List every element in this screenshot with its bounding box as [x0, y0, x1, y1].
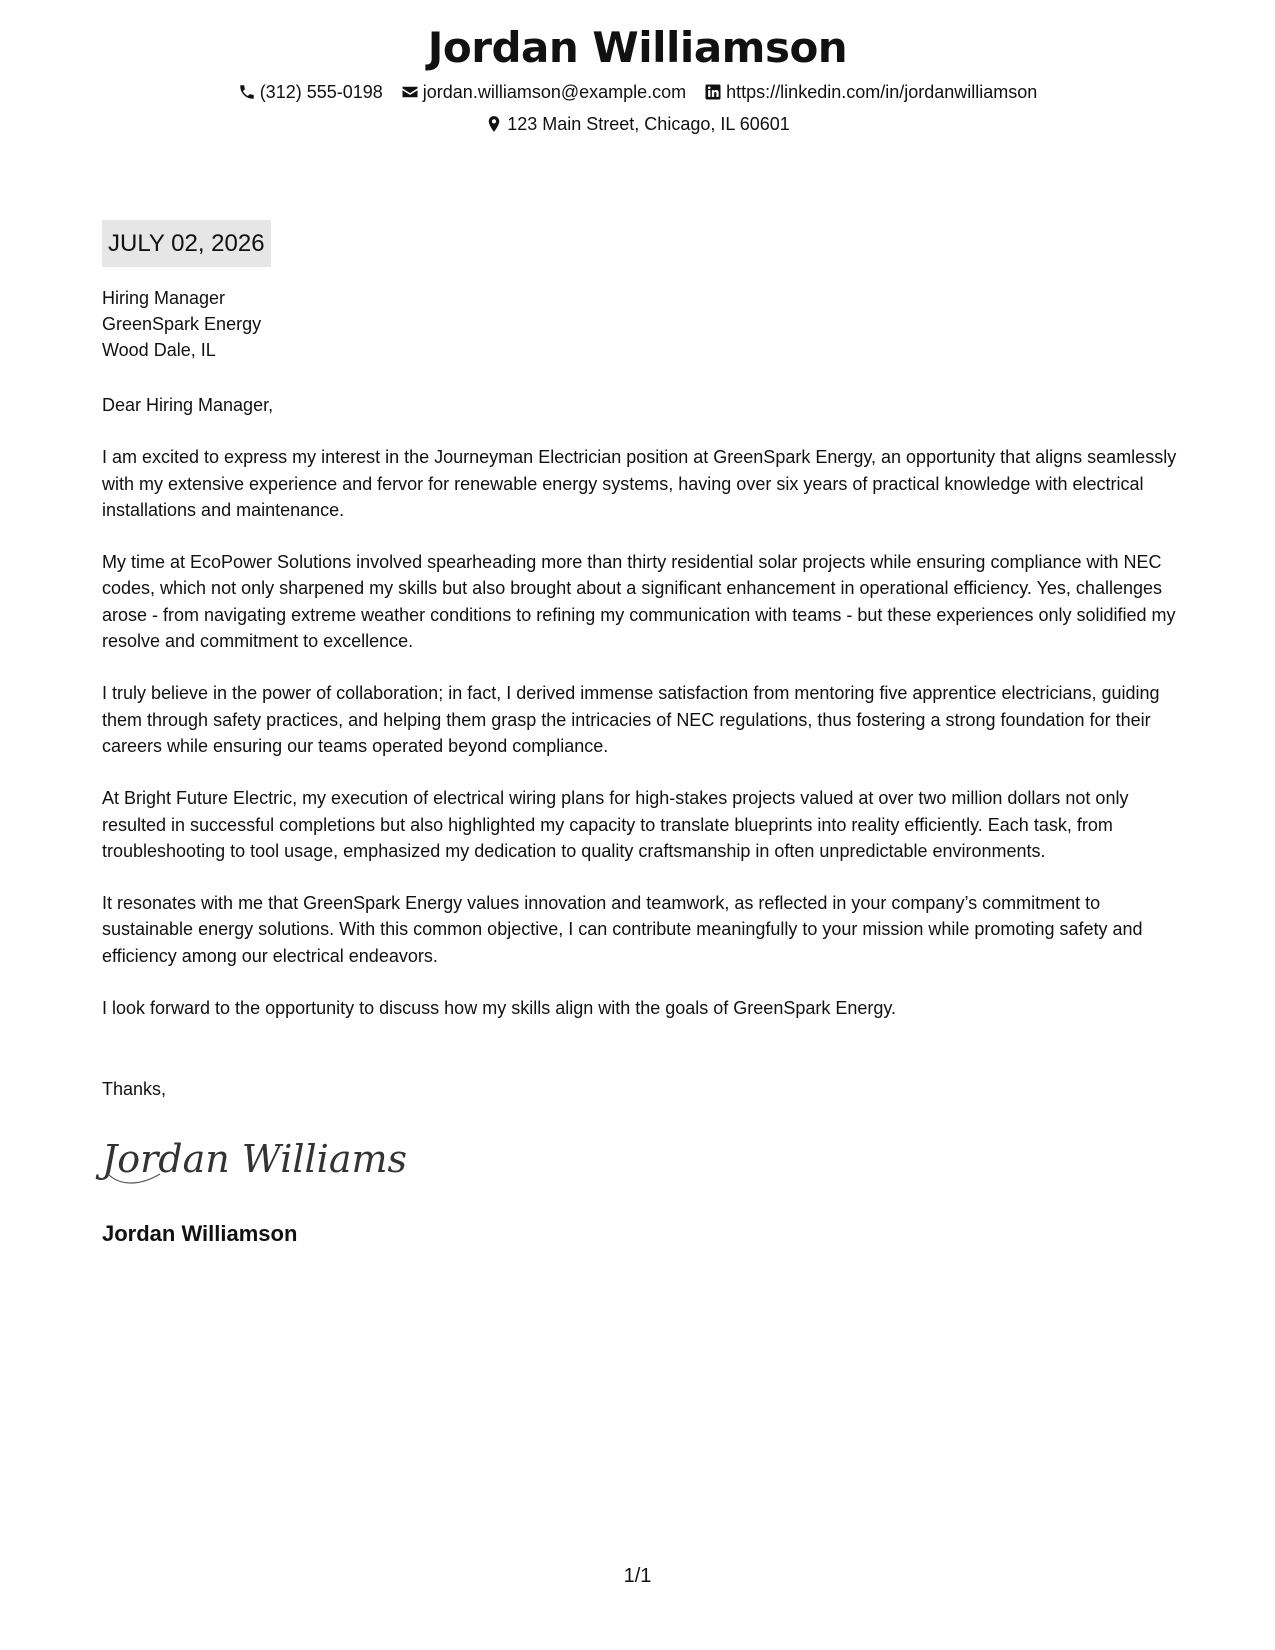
body-paragraph: I look forward to the opportunity to discuss how my skills align with the goals of GreenSpark Energy.	[102, 998, 897, 1019]
linkedin-text: https://linkedin.com/in/jordanwilliamson	[726, 82, 1038, 102]
recipient-location: Wood Dale, IL	[102, 340, 216, 360]
recipient-title: Hiring Manager	[102, 288, 226, 308]
letter-body	[102, 392, 1177, 1047]
contact-address	[485, 112, 790, 136]
body-paragraph: It resonates with me that GreenSpark Energy values innovation and teamwork, as reflected in your company’s commitment to sustainable energy solutions. With this common objective, I can contribute meaningfully to your mission while promoting safety and efficiency among our electrical endeavors.	[102, 893, 1143, 966]
handwritten-signature	[100, 1128, 408, 1198]
map-marker-icon	[485, 115, 503, 133]
recipient-block	[102, 285, 261, 363]
contact-email	[401, 80, 686, 104]
body-paragraph: I am excited to express my interest in the Journeyman Electrician position at GreenSpark Energy, an opportunity that aligns seamlessly with my extensive experience and fervor for renewable energy systems, having over six years of practical knowledge with electrical installations and maintenance.	[102, 447, 1177, 520]
address-row	[0, 112, 1275, 136]
applicant-name: Jordan Williamson	[427, 23, 848, 72]
contact-row	[0, 80, 1275, 104]
envelope-icon	[401, 83, 419, 101]
address-text: 123 Main Street, Chicago, IL 60601	[507, 114, 790, 134]
linkedin-icon	[704, 83, 722, 101]
closing-line: Thanks,	[102, 1079, 167, 1099]
contact-phone	[238, 80, 383, 104]
phone-text: (312) 555-0198	[259, 82, 383, 102]
signature-text: Jordan Williams	[102, 1137, 408, 1181]
body-paragraph: My time at EcoPower Solutions involved spearheading more than thirty residential solar projects while ensuring compliance with NEC codes, which not only sharpened my skills but also brought about a significant enhancement in operational efficiency. Yes, challenges arose - from navigating extreme weather conditions to refining my communication with teams - but these experiences only solidified my resolve and commitment to excellence.	[102, 552, 1176, 652]
letter-date: JULY 02, 2026	[102, 220, 271, 267]
recipient-company: GreenSpark Energy	[102, 314, 262, 334]
body-paragraph: I truly believe in the power of collaboration; in fact, I derived immense satisfaction from mentoring five apprentice electricians, guiding them through safety practices, and helping them grasp the intricacies of NEC regulations, thus fostering a strong foundation for their careers while ensuring our teams operated beyond compliance.	[102, 683, 1160, 756]
body-paragraph: At Bright Future Electric, my execution of electrical wiring plans for high-stakes projects valued at over two million dollars not only resulted in successful completions but also highlighted my capacity to translate blueprints into reality efficiently. Each task, from troubleshooting to tool usage, emphasized my dedication to quality craftsmanship in often unpredictable environments.	[102, 788, 1129, 861]
salutation: Dear Hiring Manager,	[102, 395, 274, 415]
contact-linkedin	[704, 80, 1037, 104]
email-text: jordan.williamson@example.com	[422, 82, 687, 102]
signer-name: Jordan Williamson	[102, 1221, 298, 1246]
phone-icon	[238, 83, 256, 101]
letter-header	[0, 22, 1275, 136]
page-number: 1/1	[623, 1565, 652, 1587]
